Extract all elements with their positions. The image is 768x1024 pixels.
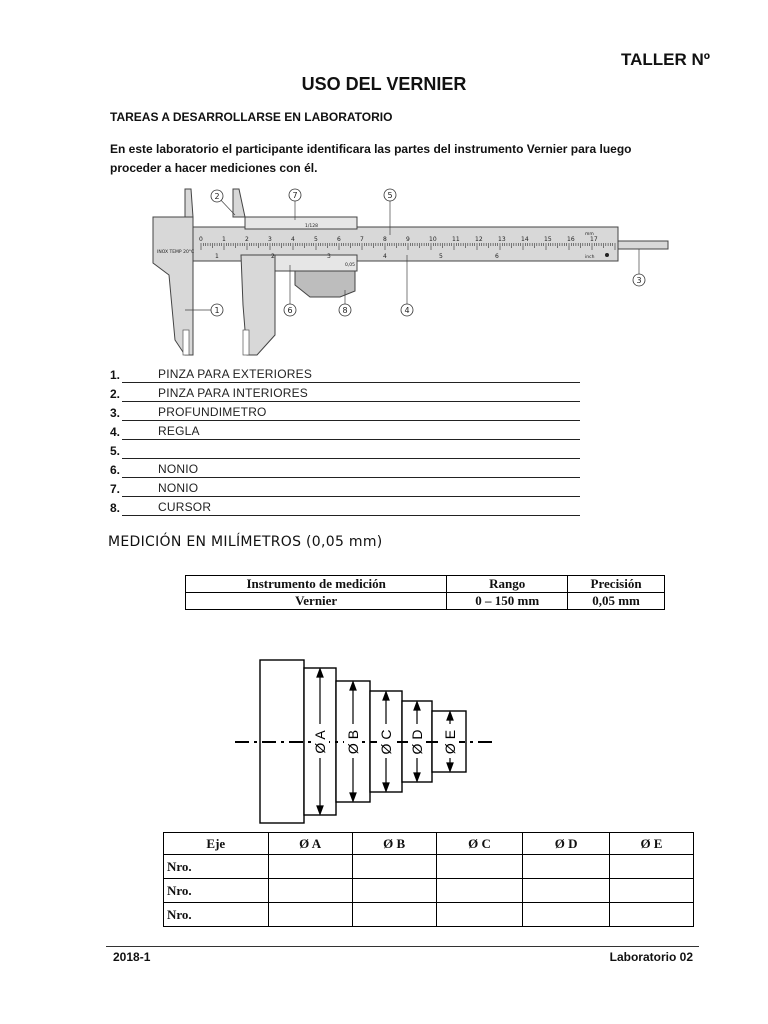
scale-number: 2 — [245, 236, 249, 243]
scale-number: 17 — [590, 236, 598, 243]
scale-label: mm — [585, 232, 594, 237]
scale-number: 0 — [199, 236, 203, 243]
part-number: 4. — [110, 425, 121, 439]
parts-list — [110, 366, 580, 518]
cell-range: 0 – 150 mm — [447, 593, 568, 610]
inch-number: 1 — [215, 253, 219, 260]
part-row — [110, 461, 580, 480]
measure-cell[interactable] — [523, 903, 610, 927]
part-value: PINZA PARA EXTERIORES — [158, 367, 313, 381]
part-row — [110, 385, 580, 404]
part-value: PROFUNDIMETRO — [158, 405, 267, 419]
callout-number: 8 — [342, 306, 348, 315]
part-row — [110, 366, 580, 385]
part-value: REGLA — [158, 424, 200, 438]
table-row — [164, 903, 694, 927]
part-number: 8. — [110, 501, 121, 515]
scale-number: 16 — [567, 236, 575, 243]
part-blank-line — [122, 420, 580, 421]
part-number: 1. — [110, 368, 121, 382]
measure-header: Ø D — [523, 833, 610, 855]
cell-precision: 0,05 mm — [568, 593, 665, 610]
scale-number: 13 — [498, 236, 506, 243]
measure-cell[interactable] — [436, 903, 523, 927]
part-number: 3. — [110, 406, 121, 420]
inch-number: 2 — [271, 253, 275, 260]
part-row — [110, 480, 580, 499]
inch-number: 4 — [383, 253, 387, 260]
part-blank-line — [122, 382, 580, 383]
part-row — [110, 404, 580, 423]
footer-divider — [106, 946, 699, 947]
row-label: Nro. — [164, 903, 269, 927]
scale-number: 1 — [222, 236, 226, 243]
part-number: 5. — [110, 444, 121, 458]
part-row — [110, 442, 580, 461]
depth-rod — [618, 241, 668, 249]
measure-cell[interactable] — [352, 879, 436, 903]
scale-number: 10 — [429, 236, 437, 243]
diameter-label: Ø C — [378, 729, 394, 755]
part-blank-line — [122, 515, 580, 516]
measure-header: Ø E — [609, 833, 693, 855]
part-blank-line — [122, 477, 580, 478]
intro-paragraph: En este laboratorio el participante identificara las partes del instrumento Vernier para luego proceder a hacer mediciones con él. — [110, 142, 632, 175]
page-title: USO DEL VERNIER — [301, 74, 467, 94]
scale-number: 6 — [337, 236, 341, 243]
part-value: NONIO — [158, 481, 199, 495]
inch-number: 3 — [327, 253, 331, 260]
row-label: Nro. — [164, 879, 269, 903]
callout-number: 2 — [214, 192, 220, 201]
part-blank-line — [122, 496, 580, 497]
measure-cell[interactable] — [609, 879, 693, 903]
scale-number: 3 — [268, 236, 272, 243]
diameter-label: Ø B — [345, 729, 361, 755]
callout-number: 4 — [404, 306, 410, 315]
header-instrumento: Instrumento de medición — [186, 576, 447, 593]
measure-header: Ø B — [352, 833, 436, 855]
measurement-table — [163, 832, 694, 927]
callout-number: 5 — [387, 191, 393, 200]
header-rango: Rango — [447, 576, 568, 593]
part-value: NONIO — [158, 462, 199, 476]
measure-cell[interactable] — [436, 855, 523, 879]
table-row — [164, 879, 694, 903]
measure-cell[interactable] — [609, 903, 693, 927]
thumb-lock — [295, 271, 355, 297]
measure-cell[interactable] — [268, 879, 352, 903]
part-row — [110, 423, 580, 442]
measure-cell[interactable] — [352, 855, 436, 879]
footer-semester: 2018-1 — [113, 950, 151, 964]
scale-number: 4 — [291, 236, 295, 243]
measure-cell[interactable] — [436, 879, 523, 903]
header-precision: Precisión — [568, 576, 665, 593]
measure-cell[interactable] — [523, 879, 610, 903]
part-blank-line — [122, 439, 580, 440]
callout-number: 7 — [292, 191, 298, 200]
measure-cell[interactable] — [268, 903, 352, 927]
vernier-diagram — [145, 185, 680, 360]
taller-heading: TALLER Nº — [621, 50, 710, 69]
part-blank-line — [122, 458, 580, 459]
measure-header: Ø C — [436, 833, 523, 855]
measure-cell[interactable] — [352, 903, 436, 927]
inch-number: 5 — [439, 253, 443, 260]
scale-number: 12 — [475, 236, 483, 243]
row-label: Nro. — [164, 855, 269, 879]
cell-instrument: Vernier — [186, 593, 447, 610]
part-row — [110, 499, 580, 518]
instrument-table — [185, 575, 665, 610]
part-number: 7. — [110, 482, 121, 496]
measure-cell[interactable] — [268, 855, 352, 879]
part-number: 6. — [110, 463, 121, 477]
scale-number: 11 — [452, 236, 460, 243]
diameter-label: Ø E — [442, 729, 458, 755]
scale-label: 1/128 — [305, 224, 318, 229]
scale-number: 9 — [406, 236, 410, 243]
section-title: MEDICIÓN EN MILÍMETROS (0,05 mm) — [108, 534, 383, 550]
measure-cell[interactable] — [609, 855, 693, 879]
subtitle: TAREAS A DESARROLLARSE EN LABORATORIO — [110, 110, 393, 124]
stepped-shaft-diagram — [230, 650, 500, 830]
footer-lab: Laboratorio 02 — [609, 950, 693, 964]
part-blank-line — [122, 401, 580, 402]
scale-label: INOX TEMP 20°C — [157, 250, 195, 255]
scale-number: 15 — [544, 236, 552, 243]
slider-top — [245, 217, 357, 229]
scale-number: 7 — [360, 236, 364, 243]
inch-number: 6 — [495, 253, 499, 260]
table-row — [164, 855, 694, 879]
scale-number: 5 — [314, 236, 318, 243]
measure-header: Ø A — [268, 833, 352, 855]
part-number: 2. — [110, 387, 121, 401]
callout-number: 3 — [636, 276, 642, 285]
diameter-label: Ø A — [312, 730, 328, 754]
callout-number: 6 — [287, 306, 293, 315]
measure-header: Eje — [164, 833, 269, 855]
scale-label: 0,05 — [345, 263, 356, 268]
scale-number: 14 — [521, 236, 529, 243]
measure-cell[interactable] — [523, 855, 610, 879]
part-value: CURSOR — [158, 500, 212, 514]
scale-label: inch — [585, 255, 595, 260]
diameter-label: Ø D — [409, 729, 425, 755]
callout-number: 1 — [214, 306, 220, 315]
scale-number: 8 — [383, 236, 387, 243]
part-value: PINZA PARA INTERIORES — [158, 386, 309, 400]
